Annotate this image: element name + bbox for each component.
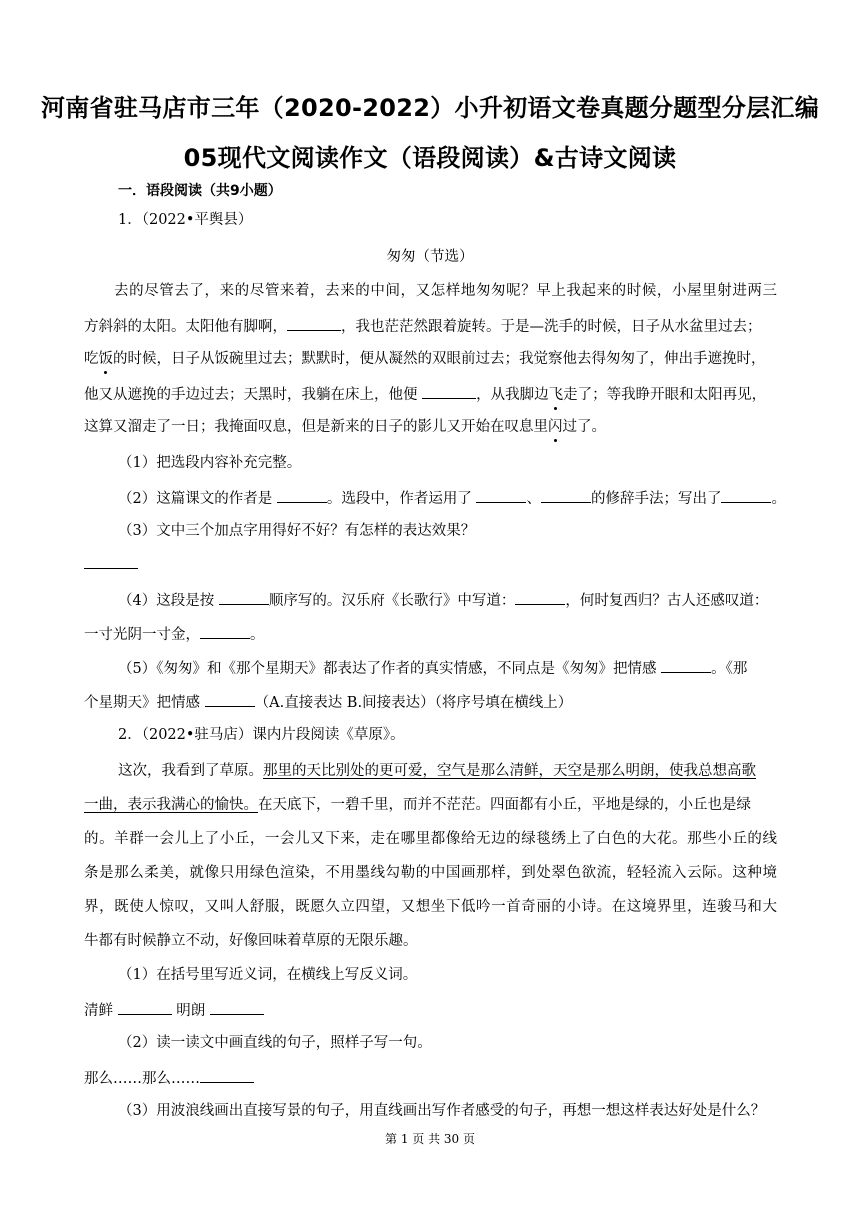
underlined-sentence: 一曲，表示我满心的愉快。 <box>84 797 258 813</box>
answer-blank[interactable] <box>205 691 255 707</box>
answer-line <box>84 553 138 575</box>
passage-line: 这次，我看到了草原。那里的天比别处的更可爱，空气是那么清鲜，天空是那么明朗，使我总想高歌 <box>118 763 756 779</box>
question-1-header: 1．（2022•平舆县） <box>118 212 253 228</box>
answer-blank[interactable] <box>287 315 341 331</box>
document-title-line1: 河南省驻马店市三年（2020-2022）小升初语文卷真题分题型分层汇编 <box>40 94 820 122</box>
passage-line: 牛都有时候静立不动，好像回味着草原的无限乐趣。 <box>84 933 418 949</box>
sub-question-1: （1）在括号里写近义词，在横线上写反义词。 <box>118 967 418 983</box>
answer-blank[interactable] <box>118 999 172 1015</box>
answer-blank[interactable] <box>721 487 771 503</box>
example-pattern: 那么……那么…… <box>84 1067 254 1089</box>
passage-line: 他又从遮挽的手边过去；天黑时，我躺在床上，他便 ，从我脚边飞走了；等我睁开眼和太阳再见， <box>84 383 766 405</box>
passage-line: 条是那么柔美，就像只用绿色渲染，不用墨线勾勒的中国画那样，到处翠色欲流，轻轻流入云际。这种境 <box>84 865 777 881</box>
passage-line: 这算又溜走了一日；我掩面叹息，但是新来的日子的影儿又开始在叹息里闪过了。 <box>84 419 606 435</box>
sub-question-2: （2）这篇课文的作者是 。选段中，作者运用了 、 的修辞手法；写出了 。 <box>118 487 786 509</box>
answer-blank[interactable] <box>515 589 565 605</box>
answer-blank[interactable] <box>200 623 250 639</box>
sub-question-5: （5）《匆匆》和《那个星期天》都表达了作者的真实情感，不同点是《匆匆》把情感 。《那 <box>118 657 747 679</box>
passage-line: 界，既使人惊叹，又叫人舒服，既愿久立四望，又想坐下低吟一首奇丽的小诗。在这境界里，连骏马和大 <box>84 899 777 915</box>
sub-question-3: （3）用波浪线画出直接写景的句子，用直线画出写作者感受的句子，再想一想这样表达好处是什么？ <box>118 1103 766 1119</box>
answer-blank[interactable] <box>661 657 711 673</box>
answer-blank[interactable] <box>200 1067 254 1083</box>
sub-question-3: （3）文中三个加点字用得好不好？有怎样的表达效果？ <box>118 523 476 539</box>
dotted-character: 闪 <box>548 419 563 435</box>
section-heading: 一．语段阅读（共9小题） <box>118 183 282 199</box>
dotted-character: 飞 <box>548 387 564 403</box>
answer-blank[interactable] <box>277 487 327 503</box>
document-title-line2: 05现代文阅读作文（语段阅读）&古诗文阅读 <box>183 144 677 172</box>
answer-blank[interactable] <box>219 589 269 605</box>
sub-question-5-continued: 个星期天》把情感 （A.直接表达 B.间接表达）（将序号填在横线上） <box>84 691 572 713</box>
passage-line: 的。羊群一会儿上了小丘，一会儿又下来，走在哪里都像给无边的绿毯绣上了白色的大花。那些小丘的线 <box>84 831 777 847</box>
passage-line: 方斜斜的太阳。太阳他有脚啊， ，我也茫茫然跟着旋转。于是—洗手的时候，日子从水盆里过去； <box>84 315 762 337</box>
sub-question-2: （2）读一读文中画直线的句子，照样子写一句。 <box>118 1035 432 1051</box>
answer-blank[interactable] <box>422 383 476 399</box>
sub-question-4: （4）这段是按 顺序写的。汉乐府《长歌行》中写道： ，何时复西归？古人还感叹道： <box>118 589 768 611</box>
question-2-header: 2．（2022•驻马店）课内片段阅读《草原》。 <box>118 727 405 743</box>
word-pairs: 清鲜 明朗 <box>84 999 264 1021</box>
sub-question-4-continued: 一寸光阴一寸金， 。 <box>84 623 265 645</box>
answer-blank[interactable] <box>84 553 138 569</box>
answer-blank[interactable] <box>476 487 526 503</box>
passage-title: 匆匆（节选） <box>386 249 474 265</box>
sub-question-1: （1）把选段内容补充完整。 <box>118 455 302 471</box>
underlined-sentence: 那里的天比别处的更可爱，空气是那么清鲜，天空是那么明朗，使我总想高歌 <box>263 763 756 779</box>
page-footer: 第 1 页 共 30 页 <box>385 1132 475 1146</box>
answer-blank[interactable] <box>210 999 264 1015</box>
dotted-character: 饭 <box>98 351 113 367</box>
passage-line: 去的尽管去了，来的尽管来着，去来的中间，又怎样地匆匆呢？早上我起来的时候，小屋里射进两三 <box>114 283 777 299</box>
answer-blank[interactable] <box>541 487 591 503</box>
passage-line: 一曲，表示我满心的愉快。在天底下，一碧千里，而并不茫茫。四面都有小丘，平地是绿的，小丘也是绿 <box>84 797 751 813</box>
passage-line: 吃饭的时候，日子从饭碗里过去；默默时，便从凝然的双眼前过去；我觉察他去得匆匆了，伸出手遮挽时， <box>84 351 766 367</box>
